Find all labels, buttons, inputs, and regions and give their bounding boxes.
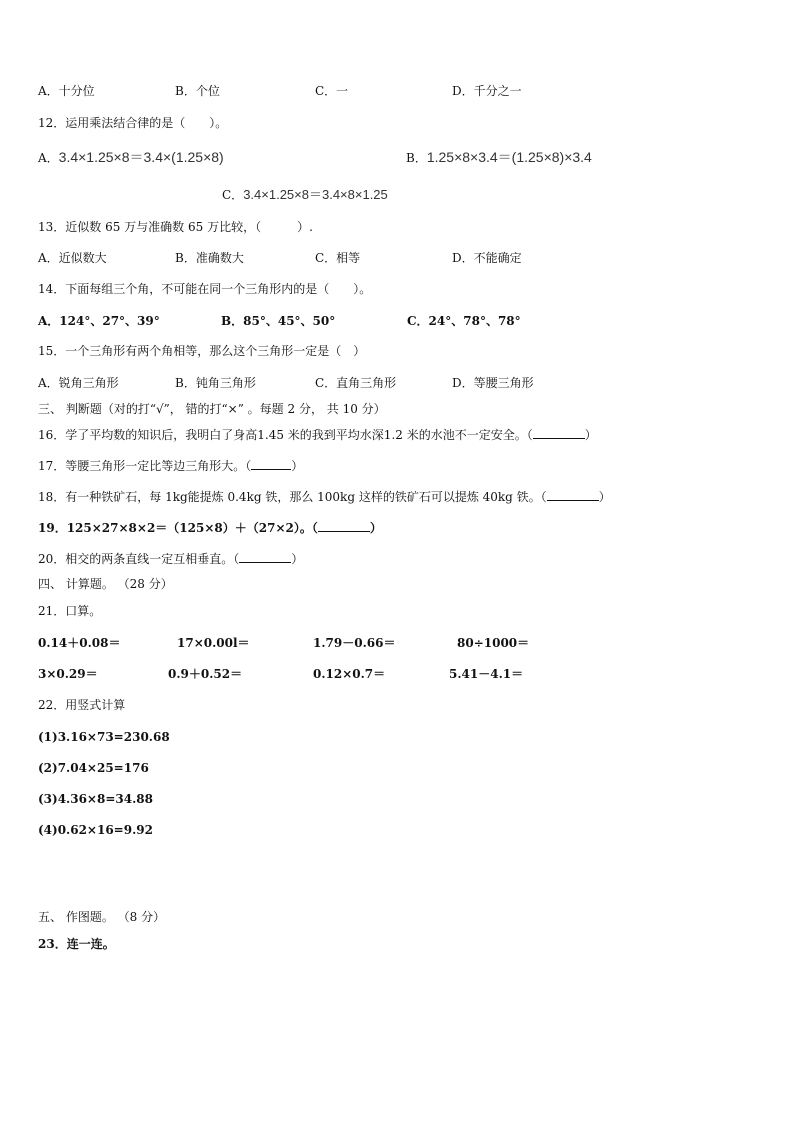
q19-stem: 19．125×27×8×2＝（125×8）＋（27×2）。（	[38, 521, 318, 535]
q12-option-b-math: 1.25×8×3.4＝(1.25×8)×3.4	[426, 149, 592, 165]
q12-option-a	[38, 149, 224, 166]
q20-stem: 20．相交的两条直线一定互相垂直。（	[38, 552, 240, 566]
q18-answer-blank[interactable]	[547, 489, 599, 501]
q21-row2-item-2: 0.9＋0.52＝	[168, 667, 243, 681]
q19-line	[38, 520, 382, 536]
q21-row1-item-4: 80÷1000＝	[457, 636, 530, 650]
section3-title: 三、 判断题（对的打“√”， 错的打“×” 。每题 2 分， 共 10 分）	[38, 402, 386, 416]
q17-answer-blank[interactable]	[251, 458, 291, 470]
q13-option-c: C．相等	[315, 251, 361, 265]
q16-line	[38, 427, 597, 443]
q21-row2-item-4: 5.41－4.1＝	[449, 667, 524, 681]
q22-item-3: (3)4.36×8=34.88	[38, 792, 153, 806]
q22-stem: 22．用竖式计算	[38, 698, 126, 712]
q13-stem: 13．近似数 65 万与准确数 65 万比较，（ ）.	[38, 220, 313, 234]
q20-answer-blank[interactable]	[239, 551, 291, 563]
q21-row1-item-3: 1.79－0.66＝	[313, 636, 396, 650]
q11-option-b: B．个位	[175, 84, 220, 98]
q12-option-c-label: C．	[222, 188, 244, 202]
q13-option-b: B．准确数大	[175, 251, 244, 265]
q11-option-d: D．千分之一	[452, 84, 522, 98]
q18-line	[38, 489, 611, 505]
q15-option-c: C．直角三角形	[315, 376, 397, 390]
q13-option-a: A．近似数大	[38, 251, 107, 265]
q22-item-1: (1)3.16×73=230.68	[38, 730, 170, 744]
q18-close: ）	[598, 490, 611, 504]
q12-option-a-math: 3.4×1.25×8＝3.4×(1.25×8)	[58, 149, 224, 165]
q21-stem: 21．口算。	[38, 604, 102, 618]
q18-stem: 18．有一种铁矿石，每 1kg能提炼 0.4kg 铁，那么 100kg 这样的铁矿石可以提炼 40kg 铁。（	[38, 490, 547, 504]
q16-close: ）	[584, 428, 597, 442]
q14-option-b: B．85°、45°、50°	[221, 314, 336, 328]
q12-option-b-label: B．	[406, 151, 427, 165]
q14-stem: 14．下面每组三个角，不可能在同一个三角形内的是（ ）。	[38, 282, 372, 296]
q15-option-a: A．锐角三角形	[38, 376, 119, 390]
q21-row1-item-1: 0.14＋0.08＝	[38, 636, 121, 650]
q14-option-a: A．124°、27°、39°	[38, 314, 160, 328]
q12-option-b	[406, 149, 592, 166]
q13-option-d: D．不能确定	[452, 251, 522, 265]
q11-option-c: C．一	[315, 84, 349, 98]
q23-stem: 23．连一连。	[38, 937, 115, 951]
q20-close: ）	[291, 552, 304, 566]
q22-item-4: (4)0.62×16=9.92	[38, 823, 153, 837]
q15-option-d: D．等腰三角形	[452, 376, 534, 390]
q16-stem: 16．学了平均数的知识后，我明白了身高1.45 米的我到平均水深1.2 米的水池不一定安全。（	[38, 428, 533, 442]
q21-row2-item-3: 0.12×0.7＝	[313, 667, 386, 681]
q17-close: ）	[291, 459, 304, 473]
q16-answer-blank[interactable]	[533, 427, 585, 439]
q11-option-a: A．十分位	[38, 84, 95, 98]
q15-stem: 15．一个三角形有两个角相等，那么这个三角形一定是（ ）	[38, 344, 366, 358]
q19-answer-blank[interactable]	[318, 520, 370, 532]
q15-option-b: B．钝角三角形	[175, 376, 256, 390]
q22-item-2: (2)7.04×25=176	[38, 761, 149, 775]
q21-row1-item-2: 17×0.00l＝	[177, 636, 250, 650]
section4-title: 四、 计算题。 （28 分）	[38, 577, 173, 591]
q19-close: ）	[369, 521, 382, 535]
q12-option-c	[222, 187, 388, 203]
q20-line	[38, 551, 303, 567]
q17-stem: 17．等腰三角形一定比等边三角形大。（	[38, 459, 252, 473]
section5-title: 五、 作图题。 （8 分）	[38, 910, 166, 924]
q14-option-c: C．24°、78°、78°	[407, 314, 521, 328]
q12-stem: 12．运用乘法结合律的是（ ）。	[38, 116, 228, 130]
q12-option-a-label: A．	[38, 151, 59, 165]
q12-option-c-math: 3.4×1.25×8＝3.4×8×1.25	[243, 187, 388, 202]
q21-row2-item-1: 3×0.29＝	[38, 667, 98, 681]
q17-line	[38, 458, 303, 474]
